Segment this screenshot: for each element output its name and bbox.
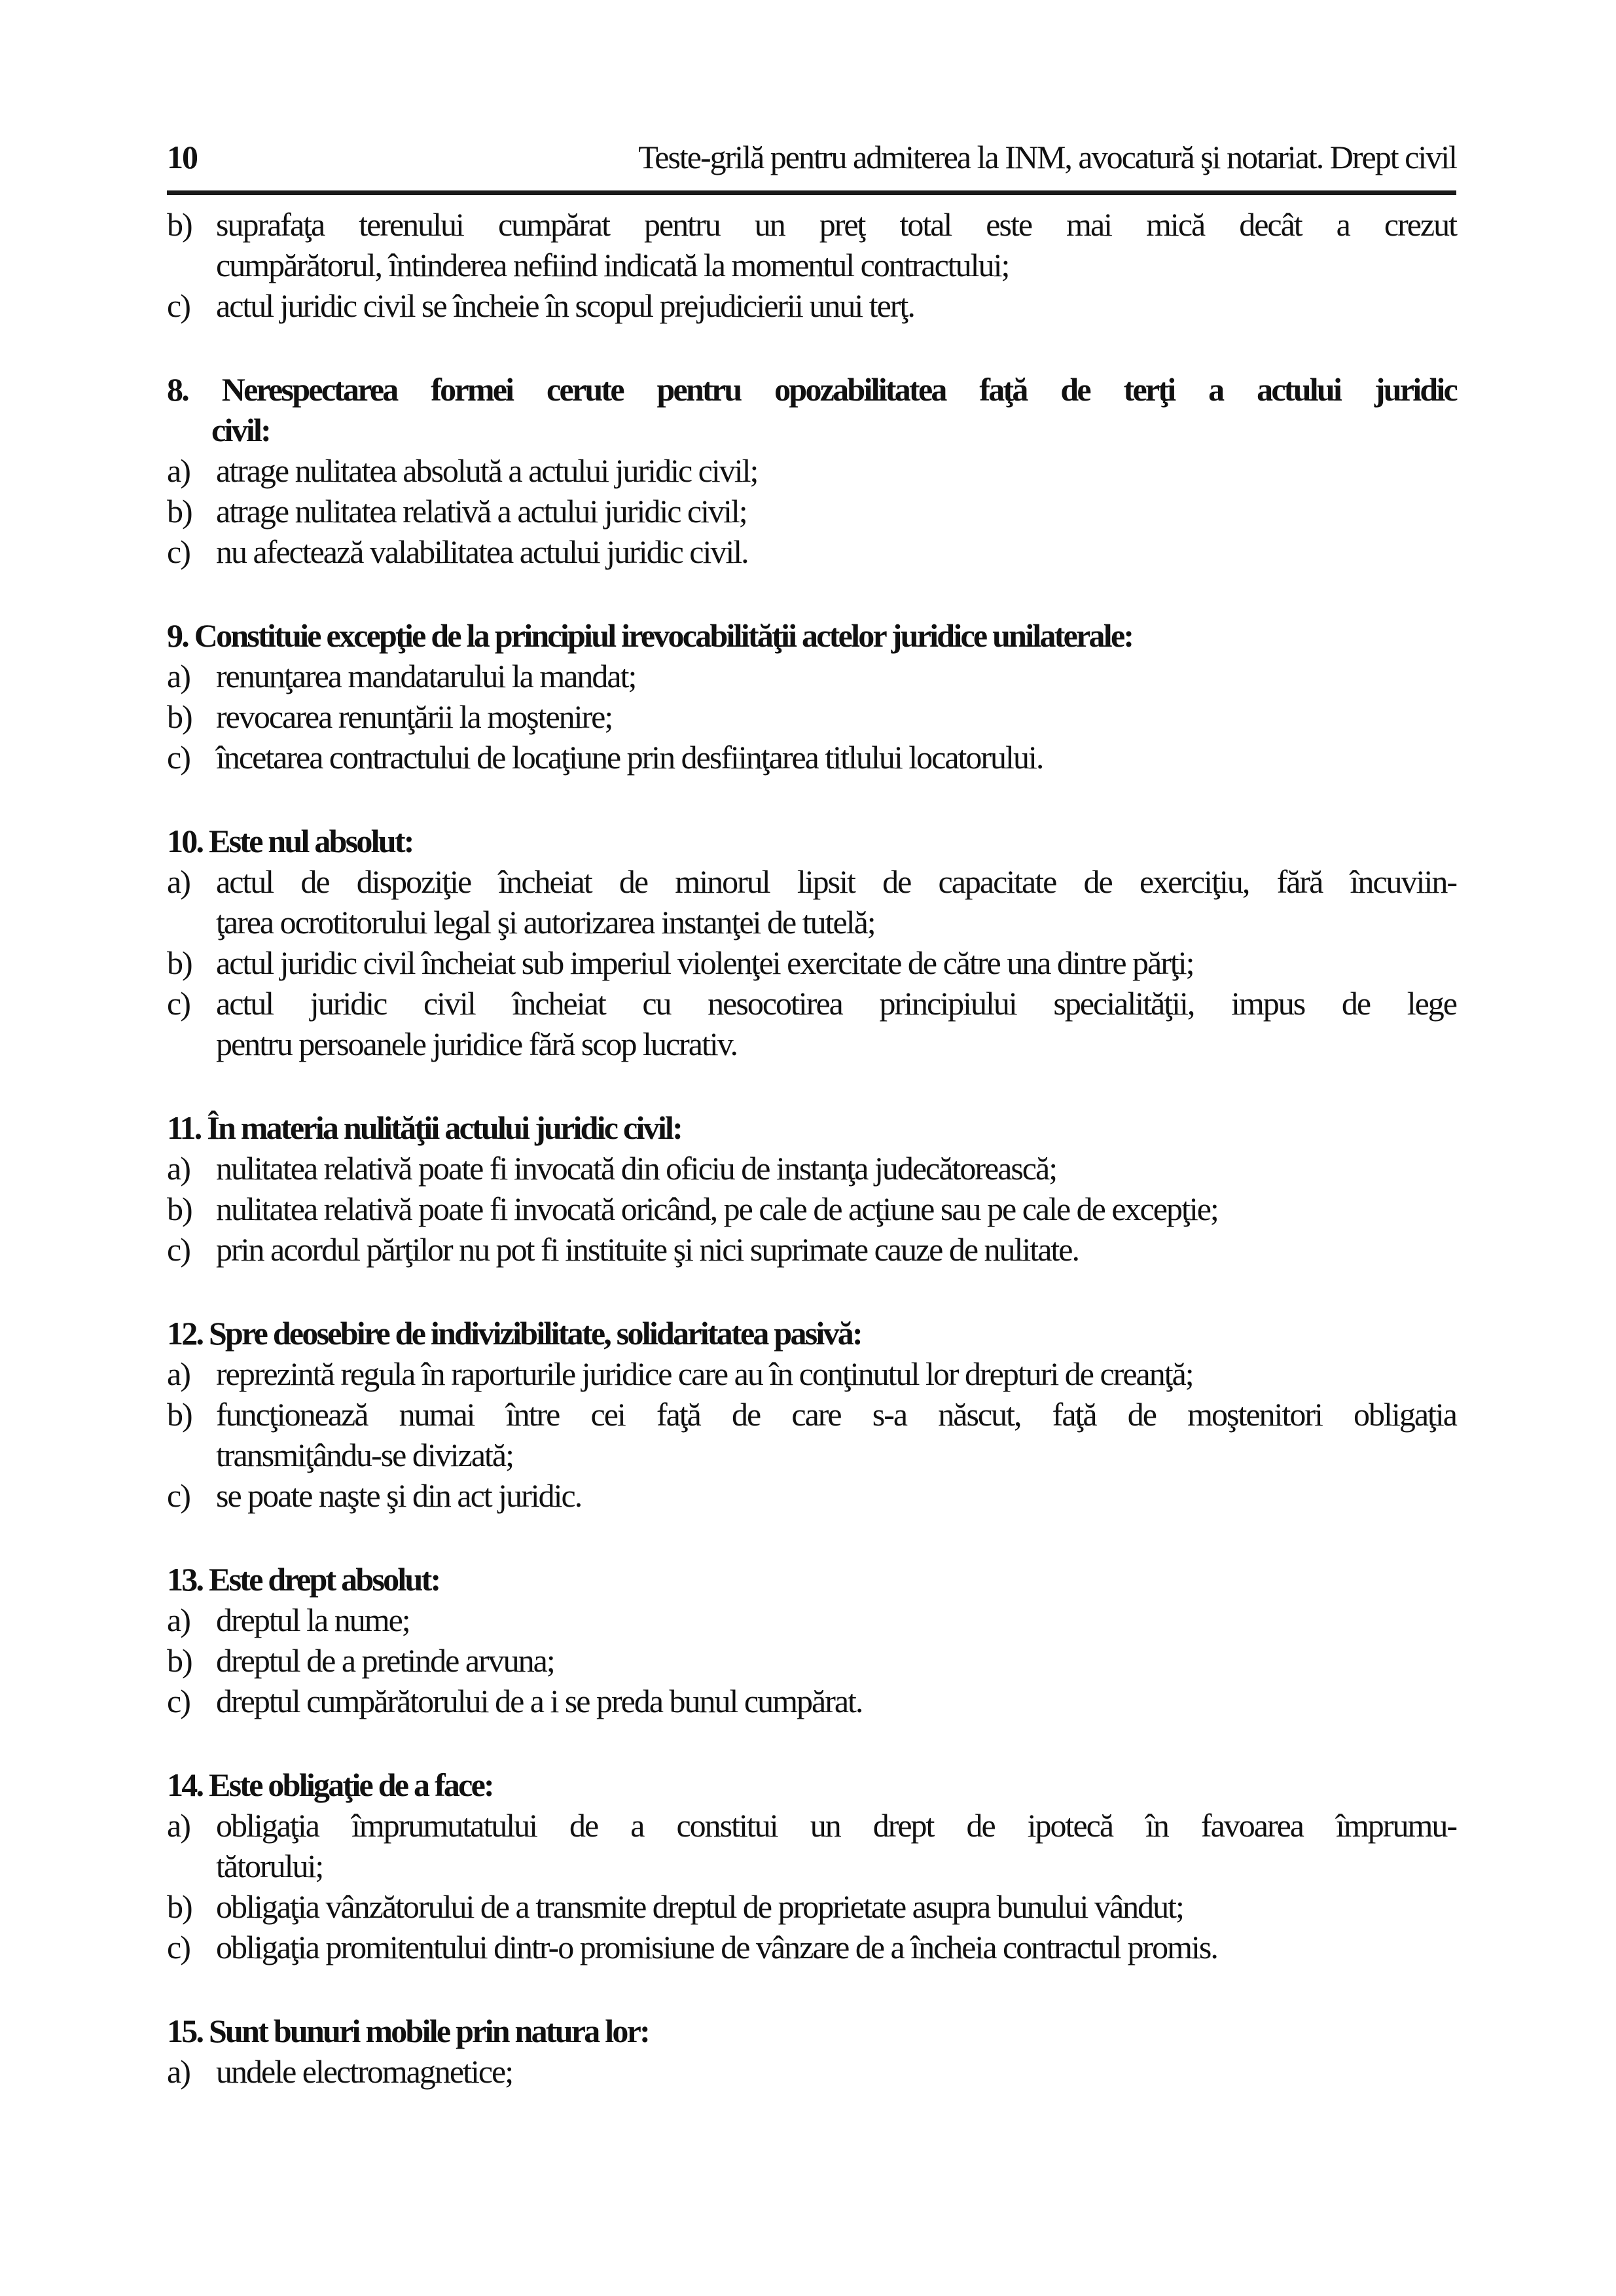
option-label: b) bbox=[167, 1642, 192, 1679]
question-heading-line: 10. Este nul absolut: bbox=[167, 823, 413, 859]
option-label: a) bbox=[167, 658, 190, 694]
option-label: b) bbox=[167, 944, 192, 981]
option-row bbox=[167, 656, 1456, 696]
option-text-line: transmiţându-se divizată; bbox=[216, 1437, 514, 1473]
option-text-line: se poate naşte şi din act juridic. bbox=[216, 1477, 582, 1514]
option-label: b) bbox=[167, 1888, 192, 1925]
option-text-line: dreptul de a pretinde arvuna; bbox=[216, 1642, 554, 1679]
option-label: a) bbox=[167, 1807, 190, 1844]
option-text-line: pentru persoanele juridice fără scop lucrativ. bbox=[216, 1026, 738, 1062]
option-row bbox=[167, 2051, 1456, 2092]
option-text-line: nulitatea relativă poate fi invocată oricând, pe cale de acţiune sau pe cale de excepţie; bbox=[216, 1191, 1218, 1227]
question-number: 12. bbox=[167, 1315, 203, 1352]
option-text-line: tătorului; bbox=[216, 1848, 323, 1884]
option-text bbox=[216, 656, 1456, 696]
question-block bbox=[167, 1313, 1456, 1516]
option-text-line: obligaţia împrumutatului de a constitui un drept de ipotecă în favoarea împrumu- bbox=[216, 1807, 1456, 1844]
option-text bbox=[216, 450, 1456, 491]
question-number: 14. bbox=[167, 1767, 203, 1803]
option-text bbox=[216, 1475, 1456, 1516]
option-label: c) bbox=[167, 985, 190, 1022]
option-row bbox=[167, 1681, 1456, 1721]
question-heading-line: 13. Este drept absolut: bbox=[167, 1561, 440, 1598]
running-title: Teste-grilă pentru admiterea la INM, avocatură şi notariat. Drept civil bbox=[638, 139, 1456, 175]
option-row bbox=[167, 983, 1456, 1064]
option-text bbox=[216, 1354, 1456, 1394]
option-text-line: undele electromagnetice; bbox=[216, 2053, 513, 2090]
option-label: c) bbox=[167, 287, 190, 324]
option-row bbox=[167, 1354, 1456, 1394]
option-label: b) bbox=[167, 206, 192, 243]
option-label: a) bbox=[167, 1150, 190, 1187]
question-heading-line: 15. Sunt bunuri mobile prin natura lor: bbox=[167, 2013, 649, 2049]
option-row bbox=[167, 1475, 1456, 1516]
option-text-line: revocarea renunţării la moştenire; bbox=[216, 698, 613, 735]
question-heading-line: civil: bbox=[211, 412, 270, 448]
option-label: a) bbox=[167, 452, 190, 489]
option-text-line: ţarea ocrotitorului legal şi autorizarea instanţei de tutelă; bbox=[216, 904, 875, 941]
option-text-line: încetarea contractului de locaţiune prin desfiinţarea titlului locatorului. bbox=[216, 739, 1043, 776]
option-text bbox=[216, 204, 1456, 285]
option-row bbox=[167, 1189, 1456, 1229]
question-heading bbox=[167, 369, 1456, 450]
question-heading-line: 9. Constituie excepţie de la principiul irevocabilităţii actelor juridice unilaterale: bbox=[167, 617, 1133, 654]
option-text-line: obligaţia vânzătorului de a transmite dreptul de proprietate asupra bunului vândut; bbox=[216, 1888, 1183, 1925]
option-text bbox=[216, 531, 1456, 572]
option-text bbox=[216, 1229, 1456, 1270]
option-text-line: funcţionează numai între cei faţă de care s-a născut, faţă de moştenitori obligaţia bbox=[216, 1396, 1456, 1433]
question-heading-line: 14. Este obligaţie de a face: bbox=[167, 1767, 493, 1803]
option-row bbox=[167, 1805, 1456, 1886]
question-number: 8. bbox=[167, 371, 188, 408]
question-heading bbox=[167, 1313, 1456, 1354]
question-block bbox=[167, 1559, 1456, 1721]
option-label: a) bbox=[167, 863, 190, 900]
option-label: a) bbox=[167, 1602, 190, 1638]
option-text-line: reprezintă regula în raporturile juridice care au în conţinutul lor drepturi de creanţă; bbox=[216, 1355, 1193, 1392]
option-row bbox=[167, 204, 1456, 285]
question-number: 11. bbox=[167, 1109, 201, 1146]
option-label: b) bbox=[167, 1396, 192, 1433]
question-number: 13. bbox=[167, 1561, 203, 1598]
option-text-line: actul juridic civil încheiat sub imperiul violenţei exercitate de către una dintre părţi; bbox=[216, 944, 1194, 981]
option-text-line: renunţarea mandatarului la mandat; bbox=[216, 658, 636, 694]
option-text-line: obligaţia promitentului dintr-o promisiune de vânzare de a încheia contractul promis. bbox=[216, 1929, 1217, 1965]
option-text bbox=[216, 1600, 1456, 1640]
option-label: a) bbox=[167, 1355, 190, 1392]
option-row bbox=[167, 1229, 1456, 1270]
option-row bbox=[167, 737, 1456, 778]
option-row bbox=[167, 1927, 1456, 1967]
option-text bbox=[216, 1805, 1456, 1886]
option-label: c) bbox=[167, 1683, 190, 1719]
option-label: b) bbox=[167, 493, 192, 529]
page-content bbox=[167, 204, 1456, 2092]
option-text-line: dreptul la nume; bbox=[216, 1602, 410, 1638]
option-text bbox=[216, 942, 1456, 983]
option-label: c) bbox=[167, 1929, 190, 1965]
option-text bbox=[216, 1681, 1456, 1721]
option-row bbox=[167, 1394, 1456, 1475]
question-number: 15. bbox=[167, 2013, 203, 2049]
option-label: c) bbox=[167, 533, 190, 570]
option-label: c) bbox=[167, 1477, 190, 1514]
option-row bbox=[167, 450, 1456, 491]
option-text-line: actul juridic civil se încheie în scopul prejudicierii unui terţ. bbox=[216, 287, 914, 324]
option-text-line: actul juridic civil încheiat cu nesocotirea principiului specialităţii, impus de lege bbox=[216, 985, 1456, 1022]
option-row bbox=[167, 285, 1456, 326]
question-heading-line: 11. În materia nulităţii actului juridic civil: bbox=[167, 1109, 682, 1146]
option-text bbox=[216, 2051, 1456, 2092]
question-heading bbox=[167, 615, 1456, 656]
option-text bbox=[216, 1640, 1456, 1681]
question-heading bbox=[167, 1559, 1456, 1600]
option-label: b) bbox=[167, 698, 192, 735]
option-text bbox=[216, 1148, 1456, 1189]
question-heading bbox=[167, 821, 1456, 861]
question-number: 10. bbox=[167, 823, 203, 859]
option-text bbox=[216, 696, 1456, 737]
question-heading-line: 8. Nerespectarea formei cerute pentru opozabilitatea faţă de terţi a actului juridic bbox=[167, 371, 1456, 408]
question-heading bbox=[167, 1765, 1456, 1805]
option-row bbox=[167, 531, 1456, 572]
option-row bbox=[167, 491, 1456, 531]
option-text bbox=[216, 1886, 1456, 1927]
option-text-line: atrage nulitatea absolută a actului juridic civil; bbox=[216, 452, 758, 489]
option-row bbox=[167, 1600, 1456, 1640]
option-row bbox=[167, 696, 1456, 737]
question-block bbox=[167, 2011, 1456, 2092]
option-text bbox=[216, 1927, 1456, 1967]
option-text bbox=[216, 983, 1456, 1064]
question-heading-line: 12. Spre deosebire de indivizibilitate, solidaritatea pasivă: bbox=[167, 1315, 861, 1352]
question-block bbox=[167, 1107, 1456, 1270]
option-text-line: cumpărătorul, întinderea nefiind indicată la momentul contractului; bbox=[216, 247, 1009, 283]
option-row bbox=[167, 1886, 1456, 1927]
option-row bbox=[167, 942, 1456, 983]
option-text-line: dreptul cumpărătorului de a i se preda bunul cumpărat. bbox=[216, 1683, 863, 1719]
option-text-line: nulitatea relativă poate fi invocată din oficiu de instanţa judecătorească; bbox=[216, 1150, 1057, 1187]
question-number: 9. bbox=[167, 617, 188, 654]
option-label: b) bbox=[167, 1191, 192, 1227]
option-row bbox=[167, 1640, 1456, 1681]
option-text bbox=[216, 1394, 1456, 1475]
option-text-line: suprafaţa terenului cumpărat pentru un preţ total este mai mică decât a crezut bbox=[216, 206, 1456, 243]
option-row bbox=[167, 861, 1456, 942]
option-label: c) bbox=[167, 739, 190, 776]
questions-list bbox=[167, 369, 1456, 2092]
option-row bbox=[167, 1148, 1456, 1189]
page-number: 10 bbox=[167, 139, 197, 175]
question-block bbox=[167, 615, 1456, 778]
option-text-line: atrage nulitatea relativă a actului juridic civil; bbox=[216, 493, 747, 529]
question-continuation-block bbox=[167, 204, 1456, 326]
option-label: a) bbox=[167, 2053, 190, 2090]
option-text-line: prin acordul părţilor nu pot fi instituite şi nici suprimate cauze de nulitate. bbox=[216, 1231, 1079, 1268]
option-text bbox=[216, 861, 1456, 942]
page-header bbox=[167, 134, 1456, 195]
option-text bbox=[216, 737, 1456, 778]
question-block bbox=[167, 821, 1456, 1064]
question-block bbox=[167, 1765, 1456, 1967]
option-text-line: nu afectează valabilitatea actului juridic civil. bbox=[216, 533, 748, 570]
option-text bbox=[216, 1189, 1456, 1229]
option-text bbox=[216, 285, 1456, 326]
question-block bbox=[167, 369, 1456, 572]
question-heading bbox=[167, 2011, 1456, 2051]
option-text-line: actul de dispoziţie încheiat de minorul lipsit de capacitate de exerciţiu, fără încuviin- bbox=[216, 863, 1456, 900]
option-text bbox=[216, 491, 1456, 531]
option-label: c) bbox=[167, 1231, 190, 1268]
question-heading bbox=[167, 1107, 1456, 1148]
